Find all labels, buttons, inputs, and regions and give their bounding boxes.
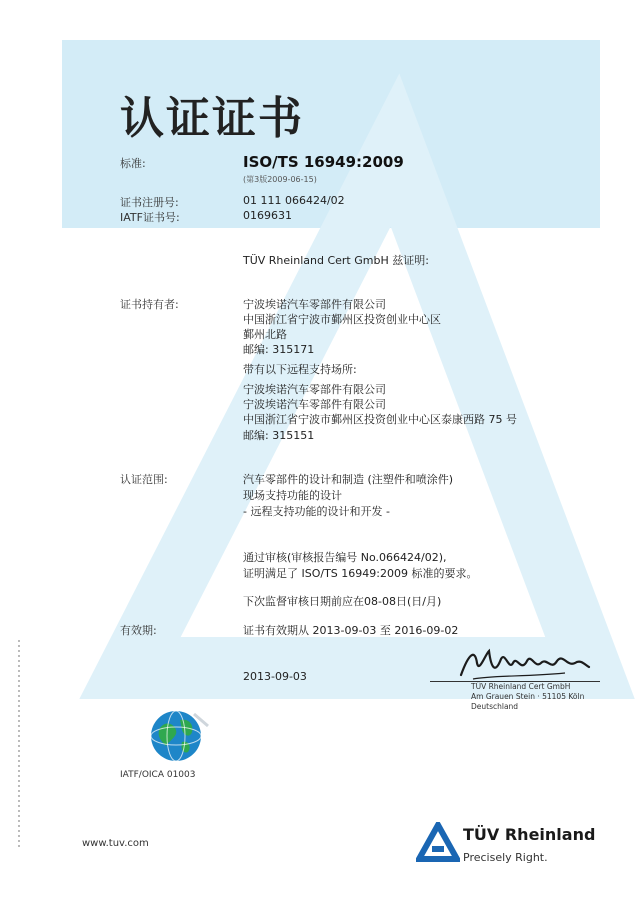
holder-label: 证书持有者:	[120, 298, 179, 311]
support-line: 邮编: 315151	[243, 429, 315, 442]
certificate-title: 认证证书	[120, 93, 304, 144]
side-perforation	[18, 640, 20, 850]
support-line: 宁波埃诺汽车零部件有限公司	[243, 398, 386, 411]
scope-line: 汽车零部件的设计和制造 (注塑件和喷涂件)	[243, 473, 454, 486]
scope-label: 认证范围:	[120, 473, 168, 486]
validity-value: 证书有效期从 2013-09-03 至 2016-09-02	[243, 624, 459, 637]
next-audit-note: 下次监督审核日期前应在08-08日(日/月)	[243, 595, 442, 608]
issue-date: 2013-09-03	[243, 670, 307, 683]
brand-slogan: Precisely Right.	[463, 851, 548, 864]
registration-value: 01 111 066424/02	[243, 194, 345, 207]
issuer-statement: TÜV Rheinland Cert GmbH 兹证明:	[243, 254, 429, 267]
signatory-block	[471, 682, 584, 712]
audit-statement-line: 证明满足了 ISO/TS 16949:2009 标准的要求。	[243, 567, 478, 580]
iatf-value: 0169631	[243, 209, 292, 222]
scope-line: 现场支持功能的设计	[243, 489, 342, 502]
tuv-logo-icon	[416, 822, 460, 862]
registration-label: 证书注册号:	[120, 196, 179, 209]
signature-image	[455, 645, 595, 683]
standard-note: (第3版2009-06-15)	[243, 175, 317, 184]
accreditation-code: IATF/OICA 01003	[120, 770, 196, 780]
support-line: 宁波埃诺汽车零部件有限公司	[243, 383, 386, 396]
support-line: 中国浙江省宁波市鄞州区投资创业中心区泰康西路 75 号	[243, 413, 517, 426]
signatory-line: Am Grauen Stein · 51105 Köln	[471, 692, 585, 701]
signatory-line: TÜV Rheinland Cert GmbH	[471, 682, 571, 691]
holder-line: 鄞州北路	[243, 328, 287, 341]
validity-label: 有效期:	[120, 624, 157, 637]
audit-statement-line: 通过审核(审核报告编号 No.066424/02),	[243, 551, 447, 564]
scope-line: - 远程支持功能的设计和开发 -	[243, 505, 390, 518]
brand-name: TÜV Rheinland	[463, 825, 596, 844]
iatf-label: IATF证书号:	[120, 211, 180, 224]
signatory-line: Deutschland	[471, 702, 519, 711]
iatf-globe-seal	[146, 706, 212, 766]
footer-url: www.tuv.com	[82, 838, 149, 849]
support-heading: 带有以下远程支持场所:	[243, 363, 357, 376]
holder-line: 宁波埃诺汽车零部件有限公司	[243, 298, 386, 311]
standard-value: ISO/TS 16949:2009	[243, 153, 404, 171]
standard-label: 标准:	[120, 157, 146, 170]
holder-line: 中国浙江省宁波市鄞州区投资创业中心区	[243, 313, 441, 326]
holder-line: 邮编: 315171	[243, 343, 315, 356]
